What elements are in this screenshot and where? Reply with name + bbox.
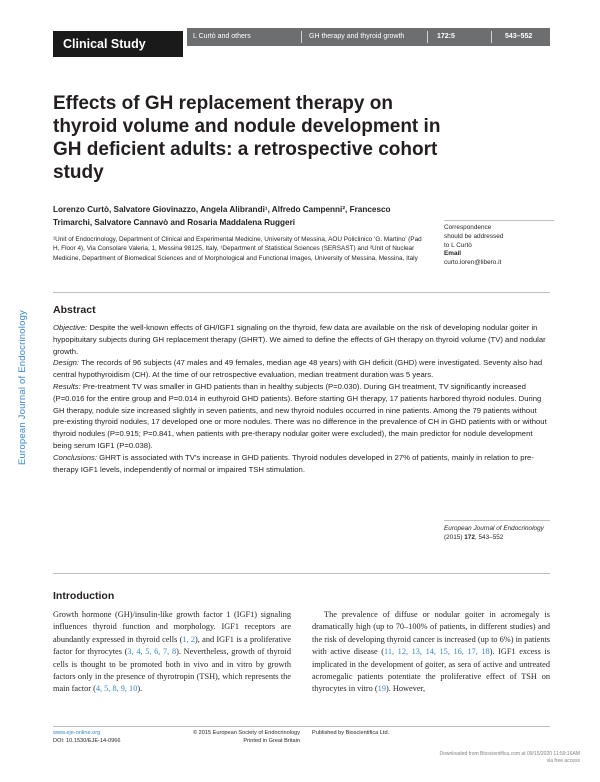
- citation-journal: European Journal of Endocrinology: [444, 525, 544, 532]
- running-header: [187, 28, 550, 46]
- section-divider: [53, 573, 550, 574]
- intro-text: ). Nevertheless, growth of thyroid cells is thought to be promoted both in vivo and in vitro by growth factors only in the presence of thyrotropin (TSH), which represents the main factor (: [53, 647, 291, 694]
- header-divider: [301, 31, 302, 43]
- header-pages: 543–552: [505, 33, 533, 40]
- citation-year: (2015): [444, 534, 465, 541]
- intro-column-right: [312, 609, 550, 696]
- abstract-objective: [53, 322, 550, 357]
- header-running-title: GH therapy and thyroid growth: [309, 33, 405, 40]
- header-divider: [427, 31, 428, 43]
- sidebar-journal-name: European Journal of Endocrinology: [17, 309, 28, 465]
- introduction-heading: Introduction: [53, 590, 115, 602]
- copyright: © 2015 European Society of Endocrinology: [192, 730, 300, 736]
- download-line: via free access: [546, 758, 580, 764]
- doi: DOI: 10.1530/EJE-14-0966: [53, 737, 121, 744]
- article-title: Effects of GH replacement therapy on thyroid volume and nodule development in GH deficient adults: a retrospective cohort study: [53, 93, 441, 183]
- reference-link[interactable]: 19: [377, 684, 386, 694]
- correspondence-line: to L Curtò: [444, 241, 472, 249]
- intro-text: ). However,: [385, 684, 426, 694]
- correspondence-line: Correspondence: [444, 224, 492, 231]
- author-list: Lorenzo Curtò, Salvatore Giovinazzo, Angela Alibrandi¹, Alfredo Campenni², Francesco Trimarchi, Salvatore Cannavò and Rosaria Maddalena Ruggeri: [53, 205, 391, 227]
- citation-details: [444, 533, 550, 542]
- printed-in: Printed in Great Britain: [243, 737, 300, 744]
- header-divider: [491, 31, 492, 43]
- reference-link[interactable]: 11, 12, 13, 14, 15, 16, 17, 18: [384, 647, 490, 657]
- design-label: Design:: [53, 358, 80, 368]
- journal-website-link[interactable]: www.eje-online.org: [53, 730, 101, 736]
- abstract-design: [53, 357, 550, 381]
- publisher: Published by Bioscientifica Ltd.: [312, 730, 390, 736]
- objective-text: Despite the well-known effects of GH/IGF1 signaling on the thyroid, few data are available on the risk of developing nodular goiter in hypopituitary subjects during GH replacement therapy (GHRT). We aimed to define the effects of GH therapy on thyroid volume (TV) and nodular growth.: [53, 323, 546, 356]
- download-line: Downloaded from Bioscientifica.com at 09/15/2020 11:59:16AM: [439, 751, 580, 757]
- intro-text: ), and IGF1 is a proliferative factor for thyrocytes (: [53, 634, 291, 657]
- download-notice: [420, 751, 580, 765]
- results-text: Pre-treatment TV was smaller in GHD patients than in healthy subjects (P=0.030). During GH treatment, TV significantly increased (P=0.016 for the entire group and P=0.014 in euthyroid GHD patients). Before starting GH therapy, 17 patients harbored thyroid nodules. During GH therapy, nodule size increased slightly in seven patients, and new thyroid nodules occurred in nine patients. Among the 79 patients without pre-existing thyroid nodules, 17 developed one or more nodules. There was no difference in the prevalence of CH in GHD patients with or without thyroid nodules (P=0.915; P=0.841, when patients with pre-therapy nodular goiter were excluded), the main predictor for nodule development being serum IGF1 (P=0.038).: [53, 381, 547, 450]
- citation-box: [444, 520, 550, 542]
- section-divider: [53, 292, 550, 293]
- header-volume: 172:5: [437, 33, 455, 40]
- abstract-results: [53, 381, 550, 452]
- abstract-conclusions: [53, 452, 550, 476]
- intro-column-left: [53, 609, 291, 696]
- citation-pages: , 543–552: [474, 534, 504, 541]
- conclusions-label: Conclusions:: [53, 452, 98, 462]
- reference-link[interactable]: 3, 4, 5, 6, 7, 8: [127, 647, 177, 657]
- citation-volume: 172: [464, 534, 475, 541]
- correspondence-line: should be addressed: [444, 232, 504, 240]
- intro-text: ). IGF1 excess is implicated in the development of goiter, as sera of active and untreated acromegalic patients potentiate the proliferative effect of TSH on thyrocytes in vitro (: [312, 647, 550, 694]
- intro-text: ).: [137, 684, 143, 694]
- reference-link[interactable]: 4, 5, 8, 9, 10: [95, 684, 138, 694]
- email-address[interactable]: curto.loren@libero.it: [444, 259, 502, 267]
- intro-text: The prevalence of diffuse or nodular goiter in acromegaly is dramatically high (up to 70–100% of patients, in different studies) and the risk of developing thyroid cancer is increased (up to 6%) in patients with active disease (: [312, 610, 550, 657]
- header-authors: L Curtò and others: [193, 33, 251, 40]
- results-label: Results:: [53, 381, 81, 391]
- objective-label: Objective:: [53, 323, 88, 332]
- reference-link[interactable]: 1, 2: [182, 634, 196, 644]
- conclusions-text: GHRT is associated with TV’s increase in GHD patients. Thyroid nodules developed in 27% of patients, mainly in relation to pre-therapy IGF1 levels, independently of normal or impaired TSH stimulation.: [53, 452, 534, 474]
- email-label: Email: [444, 250, 462, 258]
- intro-text: Growth hormone (GH)/insulin-like growth factor 1 (IGF1) signaling influences thyroid function and morphology. IGF1 receptors are abundantly expressed in thyroid cells (: [53, 610, 291, 644]
- abstract-heading: Abstract: [53, 304, 96, 316]
- affiliations: ¹Unit of Endocrinology, Department of Clinical and Experimental Medicine, University of Messina, AOU Policlinico ‘G. Martino’ (Pad H, Floor 4), Via Consolare Valeria, 1, Messina 98125, Italy, ¹Department of Statistical Sciences (SERSAST) and ²Unit of Nuclear Medicine, Department of Biomedical Sciences and of Morphological and Functional Images, University of Messina, Messina, Italy: [53, 236, 422, 262]
- design-text: The records of 96 subjects (47 males and 49 females, median age 48 years) with GH deficit (GHD) were investigated. Seventy also had central hypothyroidism (CH). At the time of our retrospective evaluation, median treatment duration was 5 years.: [53, 358, 543, 380]
- section-label: Clinical Study: [53, 31, 183, 57]
- footer-left: [53, 730, 120, 745]
- footer-center: [160, 730, 300, 745]
- abstract-body: [53, 322, 550, 475]
- correspondence-box: [444, 220, 554, 268]
- footer-divider: [53, 726, 550, 727]
- footer-right: [312, 730, 389, 738]
